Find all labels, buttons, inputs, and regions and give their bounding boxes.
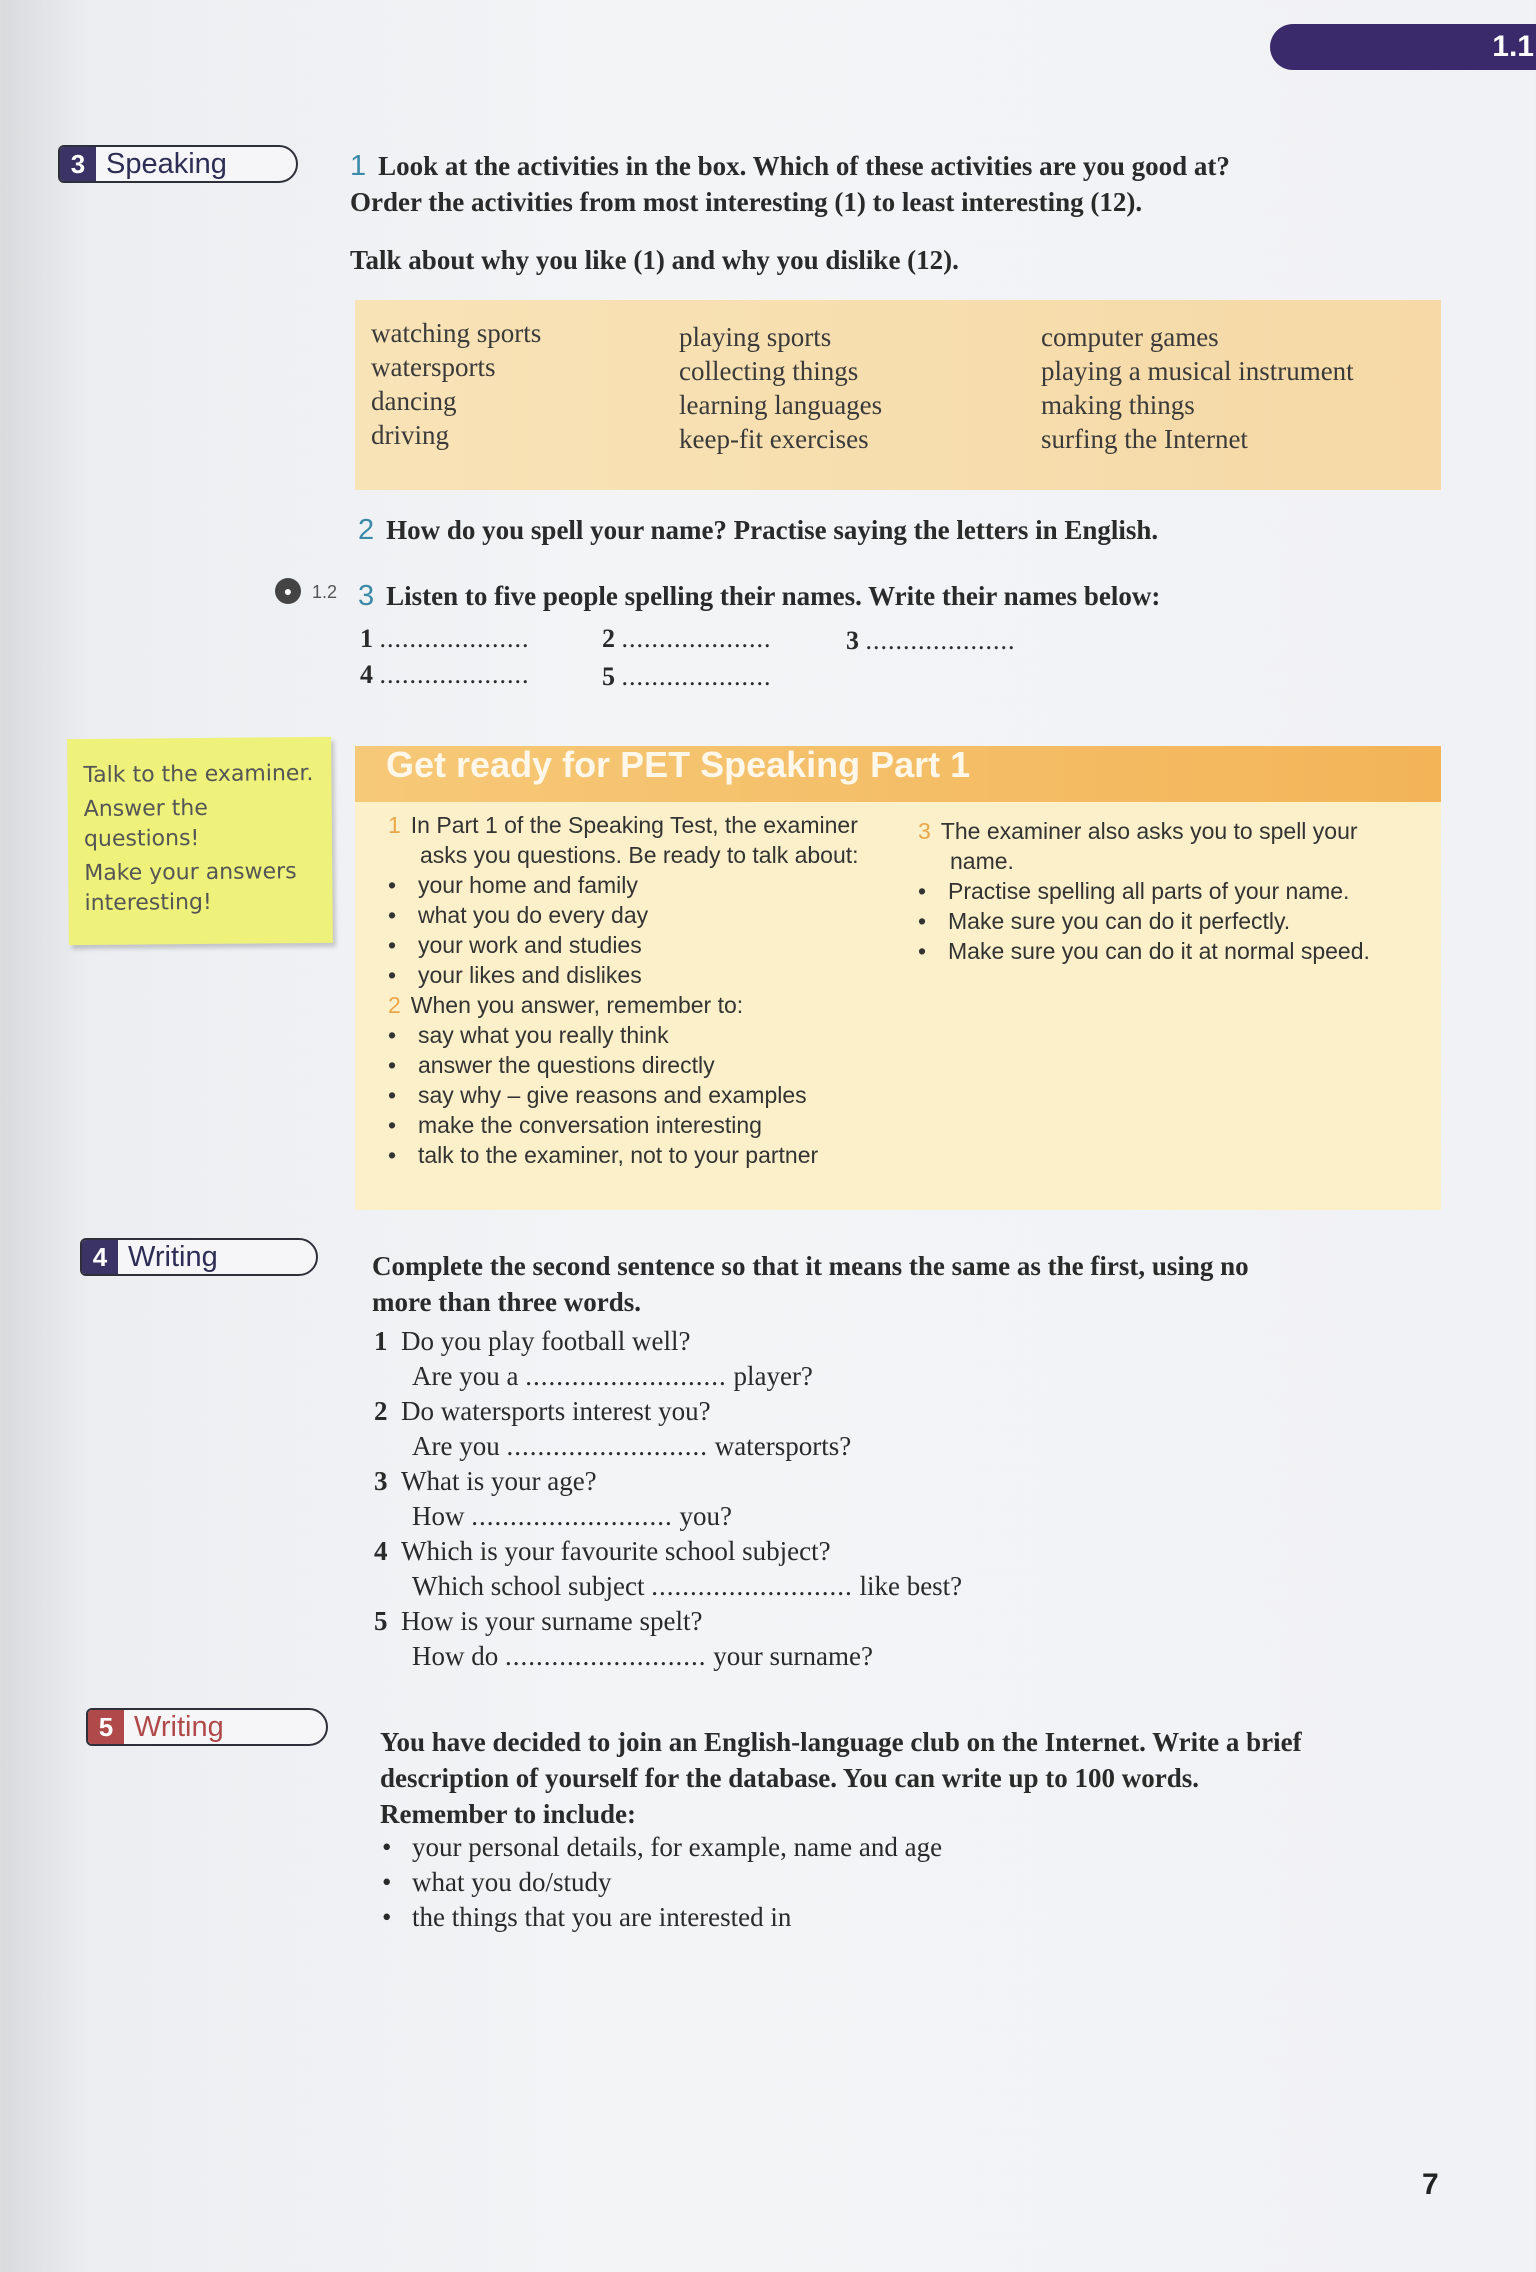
instruction-text: description of yourself for the database. You can write up to 100 words. <box>380 1763 1199 1793</box>
section-name: Writing <box>134 1711 224 1743</box>
activity: computer games <box>1041 322 1219 352</box>
note-line: Answer the <box>83 795 208 823</box>
pet-box-title: Get ready for PET Speaking Part 1 <box>386 744 971 785</box>
bullet-item: • Make sure you can do it at normal speed. <box>918 938 1370 964</box>
activities-column <box>679 320 882 456</box>
tip-text: In Part 1 of the Speaking Test, the examiner <box>410 812 858 838</box>
unit-tab: 1.1 <box>1270 24 1536 70</box>
bullet-item: • Make sure you can do it perfectly. <box>918 908 1291 934</box>
bullet-item: • say why – give reasons and examples <box>388 1082 807 1108</box>
exercise-item: 1 Do you play football well? <box>374 1326 691 1356</box>
activity: learning languages <box>679 390 883 420</box>
bullet-item: • what you do every day <box>388 902 649 928</box>
question-text: Look at the activities in the box. Which of these activities are you good at? <box>378 151 1230 181</box>
section-number: 5 <box>88 1710 124 1744</box>
activity: making things <box>1041 390 1195 420</box>
activity: dancing <box>371 386 457 416</box>
bullet-item: • your work and studies <box>388 932 642 958</box>
bullet-item: • Practise spelling all parts of your name. <box>918 878 1350 904</box>
exercise-answer[interactable]: How do .......................... your surname? <box>412 1641 873 1671</box>
tip-number: 3 <box>918 818 931 844</box>
name-blank-3[interactable] <box>846 622 1016 660</box>
blank-number: 3 <box>846 626 859 655</box>
section-name: Writing <box>128 1241 218 1273</box>
speaking-question-1 <box>350 148 1450 278</box>
audio-track-number: 1.2 <box>312 582 338 602</box>
speaking-question-2 <box>358 512 1158 548</box>
writing-5-instructions <box>380 1724 1460 1832</box>
audio-cd-icon[interactable]: ● <box>275 578 301 604</box>
name-blank-1[interactable] <box>360 620 530 658</box>
instruction-text: Complete the second sentence so that it means the same as the first, using no <box>372 1251 1249 1281</box>
section-label-speaking <box>58 145 298 183</box>
blank-line: .................... <box>379 624 530 653</box>
section-label-writing-4 <box>80 1238 318 1276</box>
writing-5-checklist <box>382 1830 1382 1935</box>
exercise-item: 3 What is your age? <box>374 1466 597 1496</box>
instruction-text: more than three words. <box>372 1287 641 1317</box>
exercise-answer[interactable]: How .......................... you? <box>412 1501 732 1531</box>
question-number: 3 <box>358 580 375 612</box>
question-text: Talk about why you like (1) and why you dislike (12). <box>350 245 959 275</box>
writing-4-instructions <box>372 1248 1452 1320</box>
activities-box <box>355 300 1441 490</box>
section-label-writing-5 <box>86 1708 328 1746</box>
bullet-item: • your likes and dislikes <box>388 962 642 988</box>
instruction-text: Remember to include: <box>380 1799 636 1829</box>
question-number: 2 <box>358 514 375 546</box>
question-text: Listen to five people spelling their names. Write their names below: <box>386 581 1161 611</box>
activity: surfing the Internet <box>1041 424 1248 454</box>
bullet-item: • say what you really think <box>388 1022 669 1048</box>
activity: playing a musical instrument <box>1041 356 1354 386</box>
exercise-item: 4 Which is your favourite school subject? <box>374 1536 831 1566</box>
exercise-item: 5 How is your surname spelt? <box>374 1606 703 1636</box>
note-line: interesting! <box>84 889 212 917</box>
note-line: questions! <box>83 826 200 853</box>
tip-text: When you answer, remember to: <box>410 992 744 1018</box>
blank-line: .................... <box>379 660 530 689</box>
pet-left-column <box>388 810 908 1170</box>
tip-number: 1 <box>388 812 401 838</box>
section-number: 3 <box>60 147 96 181</box>
bullet-item: • what you do/study <box>382 1867 612 1897</box>
activity: watching sports <box>371 318 542 348</box>
exercise-answer[interactable]: Are you .......................... watersports? <box>412 1431 852 1461</box>
examiner-tip-note <box>67 737 333 945</box>
question-text: Order the activities from most interesting (1) to least interesting (12). <box>350 187 1143 217</box>
question-text: How do you spell your name? Practise saying the letters in English. <box>386 515 1159 545</box>
page-number: 7 <box>1422 2168 1439 2201</box>
pet-right-column <box>918 816 1418 966</box>
exercise-item: 2 Do watersports interest you? <box>374 1396 711 1426</box>
question-number: 1 <box>350 150 367 182</box>
bullet-item: • talk to the examiner, not to your partner <box>388 1142 819 1168</box>
bullet-item: • your home and family <box>388 872 638 898</box>
bullet-item: • answer the questions directly <box>388 1052 715 1078</box>
activity: keep-fit exercises <box>679 424 869 454</box>
writing-4-exercise <box>374 1324 1374 1674</box>
bullet-item: • make the conversation interesting <box>388 1112 762 1138</box>
blank-line: .................... <box>621 624 772 653</box>
section-name: Speaking <box>106 148 227 180</box>
activity: driving <box>371 420 449 450</box>
bullet-item: • your personal details, for example, name and age <box>382 1832 943 1862</box>
exercise-answer[interactable]: Are you a .......................... player? <box>412 1361 813 1391</box>
name-blank-2[interactable] <box>602 620 772 658</box>
name-blank-4[interactable] <box>360 656 530 694</box>
blank-number: 1 <box>360 624 373 653</box>
tip-text: asks you questions. Be ready to talk about: <box>420 842 859 868</box>
bullet-item: • the things that you are interested in <box>382 1902 792 1932</box>
blank-line: .................... <box>865 626 1016 655</box>
name-blank-5[interactable] <box>602 658 772 696</box>
blank-number: 5 <box>602 662 615 691</box>
blank-number: 2 <box>602 624 615 653</box>
blank-number: 4 <box>360 660 373 689</box>
activity: collecting things <box>679 356 859 386</box>
note-line: Talk to the examiner. <box>83 761 314 789</box>
exercise-answer[interactable]: Which school subject .......................... like best? <box>412 1571 963 1601</box>
tip-number: 2 <box>388 992 401 1018</box>
blank-line: .................... <box>621 662 772 691</box>
activity: playing sports <box>679 322 832 352</box>
tip-text: name. <box>950 848 1014 874</box>
activities-column <box>1041 320 1354 456</box>
speaking-question-3 <box>358 578 1160 614</box>
instruction-text: You have decided to join an English-language club on the Internet. Write a brief <box>380 1727 1302 1757</box>
section-number: 4 <box>82 1240 118 1274</box>
note-line: Make your answers <box>84 859 297 887</box>
tip-text: The examiner also asks you to spell your <box>940 818 1358 844</box>
activity: watersports <box>371 352 496 382</box>
activities-column <box>371 316 541 452</box>
